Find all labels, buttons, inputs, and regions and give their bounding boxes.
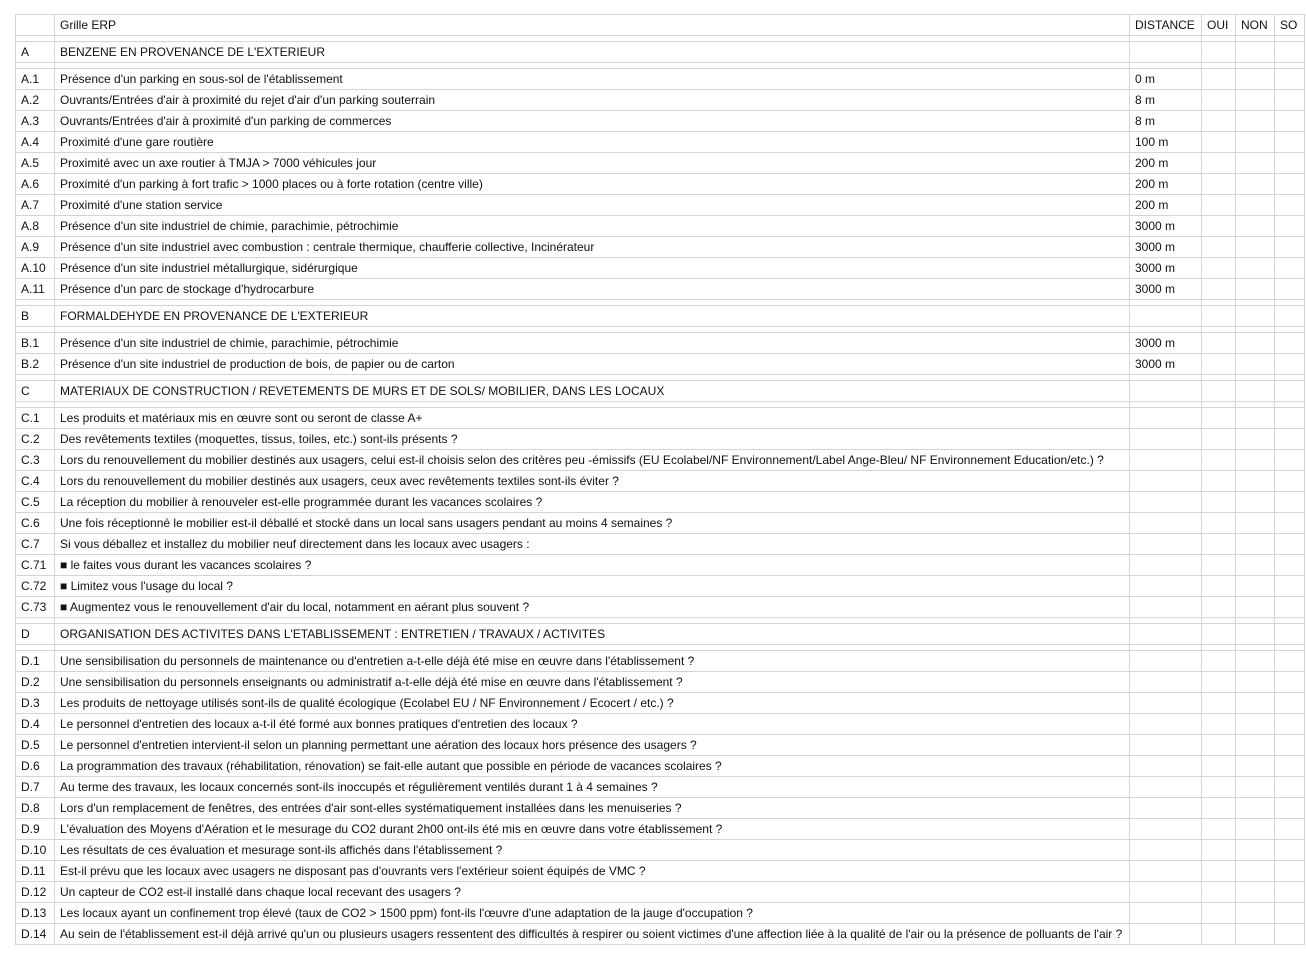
table-row: [16, 471, 1305, 492]
item-code: D.4: [16, 714, 55, 735]
so-cell[interactable]: [1275, 429, 1305, 450]
non-cell[interactable]: [1236, 534, 1275, 555]
table-row: [16, 258, 1305, 279]
oui-cell[interactable]: [1202, 174, 1236, 195]
item-question: Ouvrants/Entrées d'air à proximité du rejet d'air d'un parking souterrain: [55, 90, 1130, 111]
table-row: [16, 450, 1305, 471]
distance-cell: 0 m: [1130, 69, 1202, 90]
section-row: [16, 306, 1305, 327]
item-question: Les produits et matériaux mis en œuvre sont ou seront de classe A+: [55, 408, 1130, 429]
distance-cell: [1130, 492, 1202, 513]
item-question: Lors du renouvellement du mobilier destinés aux usagers, celui est-il choisis selon des critères peu -émissifs (EU Ecolabel/NF Environnement/Label Ange-Bleu/ NF Environnement Education/etc.) ?: [55, 450, 1130, 471]
so-cell[interactable]: [1275, 450, 1305, 471]
item-code: C.1: [16, 408, 55, 429]
section-code: A: [16, 42, 55, 63]
non-cell[interactable]: [1236, 924, 1275, 945]
table-row: [16, 672, 1305, 693]
non-cell[interactable]: [1236, 69, 1275, 90]
so-cell[interactable]: [1275, 408, 1305, 429]
distance-cell: 3000 m: [1130, 216, 1202, 237]
table-row: [16, 153, 1305, 174]
table-row: [16, 597, 1305, 618]
distance-cell: [1130, 714, 1202, 735]
item-question: Proximité d'une station service: [55, 195, 1130, 216]
item-code: C.73: [16, 597, 55, 618]
non-cell[interactable]: [1236, 882, 1275, 903]
oui-cell[interactable]: [1202, 132, 1236, 153]
distance-cell: 3000 m: [1130, 258, 1202, 279]
grid-title: Grille ERP: [55, 15, 1130, 36]
distance-cell: [1130, 840, 1202, 861]
item-code: D.13: [16, 903, 55, 924]
table-row: [16, 279, 1305, 300]
oui-cell[interactable]: [1202, 111, 1236, 132]
section-title: FORMALDEHYDE EN PROVENANCE DE L'EXTERIEUR: [55, 306, 1130, 327]
oui-cell[interactable]: [1202, 624, 1236, 645]
item-code: A.6: [16, 174, 55, 195]
non-cell[interactable]: [1236, 840, 1275, 861]
non-cell[interactable]: [1236, 408, 1275, 429]
item-question: ■ le faites vous durant les vacances scolaires ?: [55, 555, 1130, 576]
item-question: Au terme des travaux, les locaux concernés sont-ils inoccupés et régulièrement ventilés durant 1 à 4 semaines ?: [55, 777, 1130, 798]
distance-cell: [1130, 624, 1202, 645]
item-code: A.8: [16, 216, 55, 237]
non-cell[interactable]: [1236, 576, 1275, 597]
distance-cell: [1130, 408, 1202, 429]
so-cell[interactable]: [1275, 924, 1305, 945]
so-cell[interactable]: [1275, 69, 1305, 90]
item-question: Un capteur de CO2 est-il installé dans chaque local recevant des usagers ?: [55, 882, 1130, 903]
so-cell[interactable]: [1275, 153, 1305, 174]
item-code: B.2: [16, 354, 55, 375]
item-question: Présence d'un site industriel métallurgique, sidérurgique: [55, 258, 1130, 279]
item-code: A.4: [16, 132, 55, 153]
item-code: D.11: [16, 861, 55, 882]
table-row: [16, 840, 1305, 861]
oui-cell[interactable]: [1202, 534, 1236, 555]
so-cell[interactable]: [1275, 381, 1305, 402]
so-cell[interactable]: [1275, 279, 1305, 300]
non-cell[interactable]: [1236, 354, 1275, 375]
non-cell[interactable]: [1236, 237, 1275, 258]
item-question: Est-il prévu que les locaux avec usagers ne disposant pas d'ouvrants vers l'extérieur soient équipés de VMC ?: [55, 861, 1130, 882]
so-cell[interactable]: [1275, 111, 1305, 132]
non-cell[interactable]: [1236, 819, 1275, 840]
so-cell[interactable]: [1275, 819, 1305, 840]
table-row: [16, 333, 1305, 354]
so-cell[interactable]: [1275, 735, 1305, 756]
item-question: Si vous déballez et installez du mobilier neuf directement dans les locaux avec usagers :: [55, 534, 1130, 555]
item-question: Les résultats de ces évaluation et mesurage sont-ils affichés dans l'établissement ?: [55, 840, 1130, 861]
table-row: [16, 903, 1305, 924]
table-row: [16, 216, 1305, 237]
so-cell[interactable]: [1275, 492, 1305, 513]
oui-cell[interactable]: [1202, 924, 1236, 945]
item-code: C.5: [16, 492, 55, 513]
table-row: [16, 798, 1305, 819]
header-row: [16, 15, 1305, 36]
section-row: [16, 381, 1305, 402]
non-cell[interactable]: [1236, 429, 1275, 450]
distance-cell: [1130, 777, 1202, 798]
header-code-cell: [16, 15, 55, 36]
distance-cell: [1130, 903, 1202, 924]
item-question: La réception du mobilier à renouveler est-elle programmée durant les vacances scolaires ?: [55, 492, 1130, 513]
distance-cell: [1130, 450, 1202, 471]
item-question: Présence d'un site industriel avec combustion : centrale thermique, chaufferie collective, Incinérateur: [55, 237, 1130, 258]
oui-cell[interactable]: [1202, 279, 1236, 300]
section-row: [16, 624, 1305, 645]
so-cell[interactable]: [1275, 174, 1305, 195]
table-row: [16, 111, 1305, 132]
distance-cell: 8 m: [1130, 111, 1202, 132]
non-cell[interactable]: [1236, 513, 1275, 534]
item-code: C.71: [16, 555, 55, 576]
distance-cell: [1130, 555, 1202, 576]
table-row: [16, 819, 1305, 840]
item-code: A.5: [16, 153, 55, 174]
non-cell[interactable]: [1236, 777, 1275, 798]
non-cell[interactable]: [1236, 111, 1275, 132]
non-cell[interactable]: [1236, 555, 1275, 576]
non-cell[interactable]: [1236, 861, 1275, 882]
distance-cell: [1130, 534, 1202, 555]
item-question: Présence d'un site industriel de chimie, parachimie, pétrochimie: [55, 216, 1130, 237]
table-row: [16, 576, 1305, 597]
so-column-header: SO: [1275, 15, 1305, 36]
so-cell[interactable]: [1275, 258, 1305, 279]
distance-cell: 3000 m: [1130, 237, 1202, 258]
distance-cell: [1130, 861, 1202, 882]
oui-cell[interactable]: [1202, 450, 1236, 471]
item-code: C.7: [16, 534, 55, 555]
oui-cell[interactable]: [1202, 882, 1236, 903]
oui-cell[interactable]: [1202, 903, 1236, 924]
distance-cell: 3000 m: [1130, 354, 1202, 375]
non-cell[interactable]: [1236, 333, 1275, 354]
item-code: D.1: [16, 651, 55, 672]
item-question: Une fois réceptionné le mobilier est-il déballé et stocké dans un local sans usagers pendant au moins 4 semaines ?: [55, 513, 1130, 534]
table-row: [16, 492, 1305, 513]
item-code: C.6: [16, 513, 55, 534]
item-question: Proximité d'un parking à fort trafic > 1000 places ou à forte rotation (centre ville): [55, 174, 1130, 195]
oui-cell[interactable]: [1202, 354, 1236, 375]
distance-cell: [1130, 576, 1202, 597]
item-code: D.5: [16, 735, 55, 756]
non-cell[interactable]: [1236, 798, 1275, 819]
table-row: [16, 534, 1305, 555]
non-cell[interactable]: [1236, 279, 1275, 300]
item-code: D.2: [16, 672, 55, 693]
distance-cell: [1130, 513, 1202, 534]
so-cell[interactable]: [1275, 237, 1305, 258]
distance-cell: 8 m: [1130, 90, 1202, 111]
table-row: [16, 555, 1305, 576]
distance-cell: [1130, 693, 1202, 714]
section-code: C: [16, 381, 55, 402]
distance-cell: [1130, 819, 1202, 840]
so-cell[interactable]: [1275, 903, 1305, 924]
item-code: A.7: [16, 195, 55, 216]
non-cell[interactable]: [1236, 216, 1275, 237]
oui-cell[interactable]: [1202, 798, 1236, 819]
item-code: D.3: [16, 693, 55, 714]
oui-cell[interactable]: [1202, 216, 1236, 237]
table-row: [16, 756, 1305, 777]
table-row: [16, 174, 1305, 195]
oui-cell[interactable]: [1202, 306, 1236, 327]
oui-cell[interactable]: [1202, 861, 1236, 882]
item-code: D.8: [16, 798, 55, 819]
oui-cell[interactable]: [1202, 555, 1236, 576]
section-title: ORGANISATION DES ACTIVITES DANS L'ETABLISSEMENT : ENTRETIEN / TRAVAUX / ACTIVITES: [55, 624, 1130, 645]
distance-cell: 3000 m: [1130, 333, 1202, 354]
item-question: Une sensibilisation du personnels de maintenance ou d'entretien a-t-elle déjà été mise en œuvre dans l'établissement ?: [55, 651, 1130, 672]
so-cell[interactable]: [1275, 471, 1305, 492]
oui-cell[interactable]: [1202, 576, 1236, 597]
table-row: [16, 714, 1305, 735]
non-cell[interactable]: [1236, 90, 1275, 111]
item-code: C.3: [16, 450, 55, 471]
so-cell[interactable]: [1275, 42, 1305, 63]
distance-cell: [1130, 735, 1202, 756]
table-row: [16, 90, 1305, 111]
non-cell[interactable]: [1236, 903, 1275, 924]
so-cell[interactable]: [1275, 534, 1305, 555]
item-question: Proximité avec un axe routier à TMJA > 7000 véhicules jour: [55, 153, 1130, 174]
distance-cell: [1130, 882, 1202, 903]
item-question: ■ Limitez vous l'usage du local ?: [55, 576, 1130, 597]
table-row: [16, 429, 1305, 450]
distance-cell: [1130, 756, 1202, 777]
non-cell[interactable]: [1236, 174, 1275, 195]
distance-column-header: DISTANCE: [1130, 15, 1202, 36]
so-cell[interactable]: [1275, 513, 1305, 534]
distance-cell: [1130, 672, 1202, 693]
non-cell[interactable]: [1236, 624, 1275, 645]
non-cell[interactable]: [1236, 735, 1275, 756]
so-cell[interactable]: [1275, 576, 1305, 597]
oui-cell[interactable]: [1202, 195, 1236, 216]
distance-cell: 200 m: [1130, 195, 1202, 216]
item-question: Lors du renouvellement du mobilier destinés aux usagers, ceux avec revêtements textiles sont-ils éviter ?: [55, 471, 1130, 492]
item-question: Présence d'un parc de stockage d'hydrocarbure: [55, 279, 1130, 300]
oui-cell[interactable]: [1202, 597, 1236, 618]
section-title: MATERIAUX DE CONSTRUCTION / REVETEMENTS DE MURS ET DE SOLS/ MOBILIER, DANS LES LOCAUX: [55, 381, 1130, 402]
so-cell[interactable]: [1275, 216, 1305, 237]
item-question: Ouvrants/Entrées d'air à proximité d'un parking de commerces: [55, 111, 1130, 132]
oui-column-header: OUI: [1202, 15, 1236, 36]
so-cell[interactable]: [1275, 798, 1305, 819]
oui-cell[interactable]: [1202, 471, 1236, 492]
non-cell[interactable]: [1236, 450, 1275, 471]
non-cell[interactable]: [1236, 492, 1275, 513]
table-row: [16, 69, 1305, 90]
table-row: [16, 513, 1305, 534]
so-cell[interactable]: [1275, 756, 1305, 777]
item-code: D.12: [16, 882, 55, 903]
oui-cell[interactable]: [1202, 714, 1236, 735]
distance-cell: [1130, 381, 1202, 402]
distance-cell: 3000 m: [1130, 279, 1202, 300]
non-cell[interactable]: [1236, 258, 1275, 279]
non-cell[interactable]: [1236, 153, 1275, 174]
distance-cell: [1130, 306, 1202, 327]
table-row: [16, 777, 1305, 798]
distance-cell: [1130, 42, 1202, 63]
oui-cell[interactable]: [1202, 90, 1236, 111]
so-cell[interactable]: [1275, 840, 1305, 861]
non-cell[interactable]: [1236, 132, 1275, 153]
distance-cell: [1130, 471, 1202, 492]
oui-cell[interactable]: [1202, 777, 1236, 798]
oui-cell[interactable]: [1202, 693, 1236, 714]
item-question: Les produits de nettoyage utilisés sont-ils de qualité écologique (Ecolabel EU / NF Environnement / Ecocert / etc.) ?: [55, 693, 1130, 714]
so-cell[interactable]: [1275, 195, 1305, 216]
item-code: A.3: [16, 111, 55, 132]
non-cell[interactable]: [1236, 651, 1275, 672]
oui-cell[interactable]: [1202, 672, 1236, 693]
oui-cell[interactable]: [1202, 333, 1236, 354]
item-code: A.1: [16, 69, 55, 90]
distance-cell: [1130, 429, 1202, 450]
table-row: [16, 861, 1305, 882]
oui-cell[interactable]: [1202, 429, 1236, 450]
section-code: B: [16, 306, 55, 327]
oui-cell[interactable]: [1202, 237, 1236, 258]
item-question: Proximité d'une gare routière: [55, 132, 1130, 153]
oui-cell[interactable]: [1202, 735, 1236, 756]
non-cell[interactable]: [1236, 381, 1275, 402]
so-cell[interactable]: [1275, 693, 1305, 714]
grid-body: [16, 15, 1305, 945]
non-cell[interactable]: [1236, 756, 1275, 777]
item-code: B.1: [16, 333, 55, 354]
table-row: [16, 924, 1305, 945]
distance-cell: [1130, 597, 1202, 618]
so-cell[interactable]: [1275, 624, 1305, 645]
item-question: Le personnel d'entretien des locaux a-t-il été formé aux bonnes pratiques d'entretien des locaux ?: [55, 714, 1130, 735]
item-code: A.11: [16, 279, 55, 300]
item-question: Le personnel d'entretien intervient-il selon un planning permettant une aération des locaux hors présence des usagers ?: [55, 735, 1130, 756]
non-cell[interactable]: [1236, 306, 1275, 327]
table-row: [16, 132, 1305, 153]
item-code: A.2: [16, 90, 55, 111]
oui-cell[interactable]: [1202, 69, 1236, 90]
item-question: La programmation des travaux (réhabilitation, rénovation) se fait-elle autant que possible en période de vacances scolaires ?: [55, 756, 1130, 777]
table-row: [16, 693, 1305, 714]
table-row: [16, 882, 1305, 903]
item-code: D.6: [16, 756, 55, 777]
so-cell[interactable]: [1275, 132, 1305, 153]
oui-cell[interactable]: [1202, 819, 1236, 840]
item-code: C.4: [16, 471, 55, 492]
section-row: [16, 42, 1305, 63]
oui-cell[interactable]: [1202, 492, 1236, 513]
so-cell[interactable]: [1275, 714, 1305, 735]
item-question: ■ Augmentez vous le renouvellement d'air du local, notamment en aérant plus souvent ?: [55, 597, 1130, 618]
oui-cell[interactable]: [1202, 651, 1236, 672]
oui-cell[interactable]: [1202, 381, 1236, 402]
non-cell[interactable]: [1236, 714, 1275, 735]
oui-cell[interactable]: [1202, 153, 1236, 174]
item-question: Lors d'un remplacement de fenêtres, des entrées d'air sont-elles systématiquement installées dans les menuiseries ?: [55, 798, 1130, 819]
non-cell[interactable]: [1236, 672, 1275, 693]
so-cell[interactable]: [1275, 90, 1305, 111]
item-code: D.9: [16, 819, 55, 840]
oui-cell[interactable]: [1202, 42, 1236, 63]
non-cell[interactable]: [1236, 597, 1275, 618]
non-cell[interactable]: [1236, 693, 1275, 714]
so-cell[interactable]: [1275, 861, 1305, 882]
distance-cell: 200 m: [1130, 153, 1202, 174]
item-question: Au sein de l'établissement est-il déjà arrivé qu'un ou plusieurs usagers ressentent des difficultés à respirer ou soient victimes d'une affection liée à la qualité de l'air ou la présence de polluants de l'air ?: [55, 924, 1130, 945]
item-code: D.14: [16, 924, 55, 945]
so-cell[interactable]: [1275, 651, 1305, 672]
item-question: Les locaux ayant un confinement trop élevé (taux de CO2 > 1500 ppm) font-ils l'œuvre d'une adaptation de la jauge d'occupation ?: [55, 903, 1130, 924]
so-cell[interactable]: [1275, 306, 1305, 327]
non-cell[interactable]: [1236, 471, 1275, 492]
oui-cell[interactable]: [1202, 840, 1236, 861]
non-cell[interactable]: [1236, 42, 1275, 63]
item-question: Une sensibilisation du personnels enseignants ou administratif a-t-elle déjà été mise en œuvre dans l'établissement ?: [55, 672, 1130, 693]
table-row: [16, 354, 1305, 375]
distance-cell: 200 m: [1130, 174, 1202, 195]
so-cell[interactable]: [1275, 882, 1305, 903]
table-row: [16, 408, 1305, 429]
distance-cell: [1130, 924, 1202, 945]
section-title: BENZENE EN PROVENANCE DE L'EXTERIEUR: [55, 42, 1130, 63]
item-code: A.9: [16, 237, 55, 258]
non-column-header: NON: [1236, 15, 1275, 36]
item-question: Présence d'un site industriel de chimie, parachimie, pétrochimie: [55, 333, 1130, 354]
table-row: [16, 195, 1305, 216]
non-cell[interactable]: [1236, 195, 1275, 216]
item-code: C.2: [16, 429, 55, 450]
oui-cell[interactable]: [1202, 258, 1236, 279]
item-question: Présence d'un site industriel de production de bois, de papier ou de carton: [55, 354, 1130, 375]
item-question: Des revêtements textiles (moquettes, tissus, toiles, etc.) sont-ils présents ?: [55, 429, 1130, 450]
so-cell[interactable]: [1275, 672, 1305, 693]
distance-cell: 100 m: [1130, 132, 1202, 153]
erp-checklist-grid: [15, 14, 1305, 945]
item-question: Présence d'un parking en sous-sol de l'établissement: [55, 69, 1130, 90]
section-code: D: [16, 624, 55, 645]
item-code: A.10: [16, 258, 55, 279]
so-cell[interactable]: [1275, 777, 1305, 798]
distance-cell: [1130, 798, 1202, 819]
item-code: C.72: [16, 576, 55, 597]
table-row: [16, 237, 1305, 258]
oui-cell[interactable]: [1202, 408, 1236, 429]
table-row: [16, 735, 1305, 756]
so-cell[interactable]: [1275, 333, 1305, 354]
oui-cell[interactable]: [1202, 756, 1236, 777]
distance-cell: [1130, 651, 1202, 672]
so-cell[interactable]: [1275, 597, 1305, 618]
so-cell[interactable]: [1275, 555, 1305, 576]
oui-cell[interactable]: [1202, 513, 1236, 534]
table-row: [16, 651, 1305, 672]
item-code: D.7: [16, 777, 55, 798]
so-cell[interactable]: [1275, 354, 1305, 375]
item-code: D.10: [16, 840, 55, 861]
item-question: L'évaluation des Moyens d'Aération et le mesurage du CO2 durant 2h00 ont-ils été mis en œuvre dans votre établissement ?: [55, 819, 1130, 840]
